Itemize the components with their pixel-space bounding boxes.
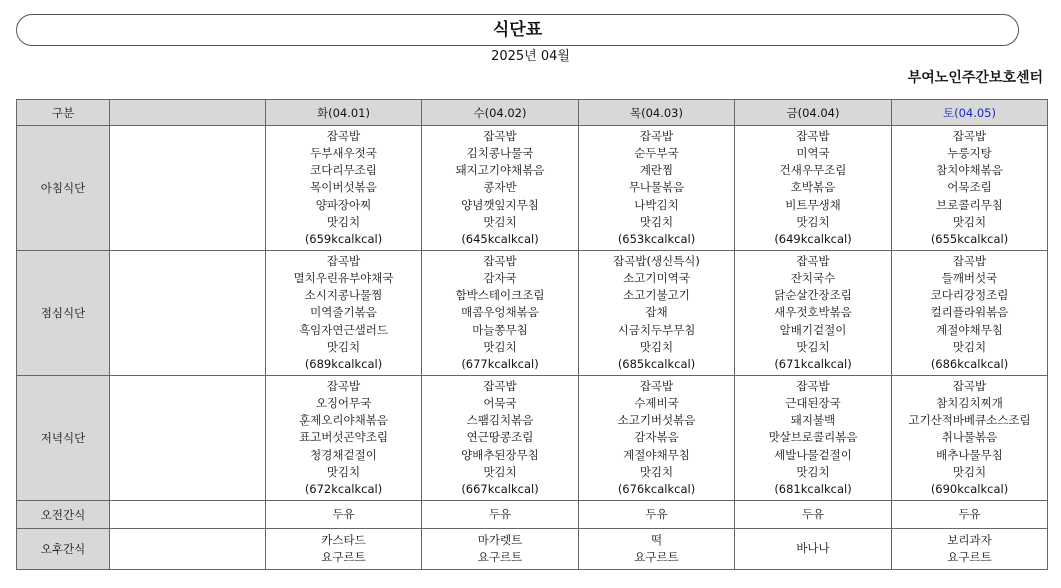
menu-item: 양념깻잎지무침	[461, 197, 539, 212]
menu-item: 떡	[650, 532, 663, 547]
menu-item: 비트무생채	[785, 197, 841, 212]
menu-item: 잡곡밥	[796, 128, 830, 143]
menu-item: 맛살브로콜리볶음	[768, 430, 858, 445]
menu-item: (690kcalkcal)	[930, 482, 1009, 496]
menu-cell	[422, 251, 579, 376]
menu-item: 세발나물겉절이	[774, 447, 852, 462]
menu-item: 근대된장국	[785, 395, 841, 410]
menu-item: 알배기겉절이	[779, 322, 847, 337]
menu-item: 흑임자연근샐러드	[299, 322, 388, 337]
menu-item: 마늘쫑무침	[472, 322, 528, 337]
menu-item: 잡곡밥	[483, 253, 517, 268]
menu-cell	[422, 501, 579, 529]
menu-item: 잡채	[645, 305, 668, 320]
menu-item: 새우젓호박볶음	[774, 305, 852, 320]
menu-item: 요구르트	[321, 550, 366, 564]
menu-item: (667kcalkcal)	[461, 482, 539, 496]
menu-cell	[892, 501, 1048, 529]
menu-item: 계란찜	[639, 163, 674, 178]
menu-item: 잡곡밥	[639, 128, 674, 143]
menu-item: 코다리무조림	[310, 163, 377, 178]
menu-item: 맛김치	[639, 464, 674, 479]
menu-item: 연근땅콩조림	[466, 430, 534, 445]
menu-item: 고기산적바베큐소스조림	[908, 413, 1031, 428]
menu-item: 요구르트	[634, 550, 679, 564]
menu-item: 브로콜리무침	[936, 197, 1003, 212]
menu-cell	[892, 529, 1048, 570]
menu-item: 잡곡밥	[483, 378, 517, 393]
menu-item: 참치김치찌개	[936, 395, 1003, 410]
menu-cell	[579, 126, 735, 251]
row-label: 점심식단	[17, 251, 110, 376]
row-label: 저녁식단	[17, 376, 110, 501]
menu-item: 소고기불고기	[623, 288, 690, 303]
menu-item: 매콤우엉채볶음	[461, 305, 539, 320]
menu-cell	[266, 251, 422, 376]
menu-item: 맛김치	[796, 464, 830, 479]
dinner-row	[17, 376, 1048, 501]
menu-item: 건새우무조림	[779, 163, 847, 178]
menu-item: (649kcalkcal)	[774, 232, 852, 246]
menu-item: 취나물볶음	[941, 430, 998, 445]
menu-item: 김치콩나물국	[466, 145, 534, 160]
header-row	[17, 100, 1048, 126]
menu-item: (653kcalkcal)	[617, 232, 696, 246]
menu-item: (659kcalkcal)	[304, 232, 383, 246]
menu-item: 돼지불백	[790, 413, 836, 428]
menu-cell	[266, 501, 422, 529]
menu-item: 맛김치	[952, 464, 987, 479]
menu-item: 맛김치	[639, 214, 674, 229]
menu-cell	[735, 529, 892, 570]
row-label: 아침식단	[17, 126, 110, 251]
row-label: 오후간식	[17, 529, 110, 570]
menu-item: 두유	[958, 506, 981, 521]
menu-cell	[422, 529, 579, 570]
menu-item: 두부새우젓국	[310, 145, 377, 160]
page-title: 식단표	[16, 14, 1019, 46]
menu-item: 맛김치	[483, 464, 517, 479]
menu-cell	[735, 126, 892, 251]
menu-item: 목이버섯볶음	[310, 180, 377, 195]
menu-item: 잡곡밥	[952, 253, 987, 268]
menu-item: (672kcalkcal)	[304, 482, 383, 496]
menu-item: (689kcalkcal)	[304, 357, 383, 371]
menu-item: 감자국	[483, 270, 517, 285]
menu-item: 계절야채무침	[936, 322, 1003, 337]
header-blank	[110, 100, 266, 126]
menu-item: 호박볶음	[790, 180, 836, 195]
menu-item: 미역줄기볶음	[310, 305, 377, 320]
afternoon-snack-row	[17, 529, 1048, 570]
breakfast-row	[17, 126, 1048, 251]
menu-item: 소시지콩나물찜	[304, 288, 383, 303]
menu-cell	[735, 251, 892, 376]
menu-item: 맛김치	[952, 214, 987, 229]
menu-item: (655kcalkcal)	[930, 232, 1009, 246]
menu-item: 잡곡밥	[326, 378, 361, 393]
menu-item: 표고버섯곤약조림	[299, 430, 388, 445]
menu-item: (686kcalkcal)	[930, 357, 1009, 371]
menu-item: 맛김치	[326, 464, 361, 479]
menu-item: 두유	[332, 506, 355, 521]
menu-item: 맛김치	[952, 339, 987, 354]
header-day-wed: 수(04.02)	[422, 100, 579, 126]
menu-item: (685kcalkcal)	[617, 357, 696, 371]
menu-item: 양파장아찌	[315, 197, 372, 212]
menu-item: 참치야채볶음	[936, 163, 1003, 178]
menu-item: 잡곡밥	[952, 378, 987, 393]
menu-item: 멸치우린유부야채국	[293, 270, 394, 285]
menu-item: 맛김치	[796, 214, 830, 229]
menu-item: 잡곡밥(생신특식)	[613, 253, 700, 268]
menu-item: 두유	[645, 506, 668, 521]
menu-item: 소고기미역국	[623, 270, 690, 285]
menu-item: (681kcalkcal)	[774, 482, 852, 496]
menu-item: 나박김치	[634, 197, 679, 212]
menu-item: 잡곡밥	[483, 128, 517, 143]
menu-item: 잡곡밥	[326, 128, 361, 143]
menu-item: 훈제오리야채볶음	[299, 413, 388, 428]
menu-cell	[735, 501, 892, 529]
menu-item: (676kcalkcal)	[617, 482, 696, 496]
header-day-tue: 화(04.01)	[266, 100, 422, 126]
morning-snack-row	[17, 501, 1048, 529]
menu-item: 오징어무국	[315, 395, 372, 410]
menu-cell	[422, 126, 579, 251]
menu-item: 스팸김치볶음	[466, 413, 534, 428]
menu-item: 잡곡밥	[639, 378, 674, 393]
menu-item: 코다리강정조림	[930, 288, 1009, 303]
blank-cell	[110, 251, 266, 376]
menu-item: (645kcalkcal)	[461, 232, 539, 246]
menu-item: 맛김치	[639, 339, 674, 354]
blank-cell	[110, 126, 266, 251]
center-name: 부여노인주간보호센터	[907, 70, 1043, 86]
menu-item: 컬리플라워볶음	[930, 305, 1009, 320]
menu-cell	[579, 376, 735, 501]
menu-item: 어묵조림	[947, 180, 992, 195]
menu-item: 미역국	[796, 145, 830, 160]
menu-item: 어묵국	[483, 395, 517, 410]
menu-item: 감자볶음	[634, 430, 679, 445]
menu-cell	[892, 126, 1048, 251]
menu-item: (671kcalkcal)	[774, 357, 852, 371]
menu-item: 잡곡밥	[796, 378, 830, 393]
menu-item: 소고기버섯볶음	[617, 413, 696, 428]
header-category: 구분	[17, 100, 110, 126]
menu-item: 닭순살간장조림	[774, 288, 852, 303]
menu-cell	[579, 529, 735, 570]
menu-month: 2025년 04월	[491, 49, 570, 64]
menu-cell	[579, 501, 735, 529]
menu-cell	[579, 251, 735, 376]
menu-item: 누룽지탕	[947, 145, 992, 160]
menu-item: 두유	[801, 506, 825, 521]
menu-item: 잔치국수	[790, 270, 836, 285]
menu-item: 콩자반	[483, 180, 517, 195]
menu-item: 맛김치	[796, 339, 830, 354]
menu-item: 맛김치	[326, 339, 361, 354]
menu-item: 함박스테이크조림	[455, 288, 545, 303]
menu-item: 맛김치	[483, 339, 517, 354]
menu-item: 시금치두부무침	[617, 322, 696, 337]
header-day-thu: 목(04.03)	[579, 100, 735, 126]
menu-cell	[422, 376, 579, 501]
blank-cell	[110, 501, 266, 529]
menu-item: 보리과자	[947, 532, 992, 547]
menu-item: 요구르트	[477, 550, 523, 564]
menu-item: 돼지고기야채볶음	[455, 163, 545, 178]
menu-item: 들깨버섯국	[941, 270, 998, 285]
menu-cell	[266, 529, 422, 570]
menu-item: 맛김치	[483, 214, 517, 229]
menu-item: 잡곡밥	[326, 253, 361, 268]
meal-plan-table	[16, 99, 1048, 570]
menu-item: 배추나물무침	[936, 447, 1003, 462]
menu-item: 수제비국	[634, 395, 679, 410]
menu-cell	[266, 126, 422, 251]
menu-item: 계절야채무침	[623, 447, 690, 462]
menu-item: 마가렛트	[477, 532, 523, 547]
menu-item: 청경채겉절이	[310, 447, 377, 462]
menu-item: 잡곡밥	[796, 253, 830, 268]
menu-item: 잡곡밥	[952, 128, 987, 143]
menu-item: (677kcalkcal)	[461, 357, 539, 371]
blank-cell	[110, 529, 266, 570]
menu-item: 맛김치	[326, 214, 361, 229]
menu-cell	[892, 376, 1048, 501]
menu-item: 순두부국	[634, 145, 679, 160]
row-label: 오전간식	[17, 501, 110, 529]
menu-item: 바나나	[796, 541, 830, 556]
menu-item: 요구르트	[947, 550, 992, 564]
lunch-row	[17, 251, 1048, 376]
menu-cell	[892, 251, 1048, 376]
menu-item: 두유	[488, 506, 512, 521]
menu-item: 카스타드	[321, 532, 366, 547]
menu-cell	[266, 376, 422, 501]
header-day-fri: 금(04.04)	[735, 100, 892, 126]
blank-cell	[110, 376, 266, 501]
header-day-sat: 토(04.05)	[892, 100, 1048, 126]
menu-item: 양배추된장무침	[461, 447, 539, 462]
menu-cell	[735, 376, 892, 501]
menu-item: 무나물볶음	[628, 180, 685, 195]
